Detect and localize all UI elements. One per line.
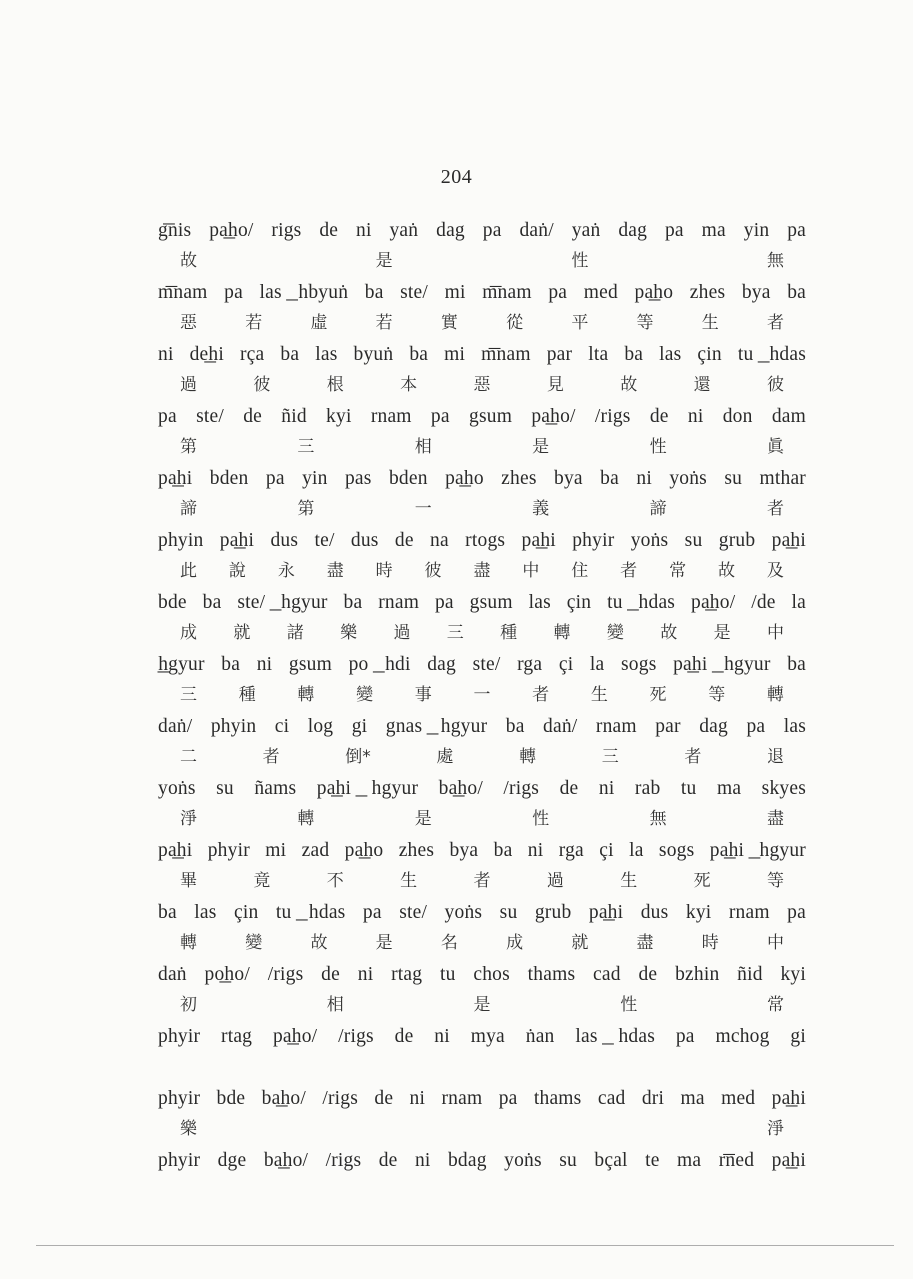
chinese-glyph: 初: [180, 995, 197, 1015]
chinese-glyph: 惡: [180, 313, 197, 333]
line-group: [158, 960, 806, 1022]
chinese-glyph: 此: [180, 561, 197, 581]
line-group: [158, 1146, 806, 1208]
chinese-glyph: 轉: [519, 747, 537, 767]
chinese-glyph: 生: [400, 871, 418, 891]
chinese-glyph: 本: [400, 375, 418, 395]
chinese-glyph: 盡: [766, 809, 784, 829]
chinese-glyph: 者: [473, 871, 491, 891]
chinese-glyph: 性: [620, 995, 638, 1015]
line-group: [158, 588, 806, 650]
chinese-gloss-line: [158, 432, 806, 462]
chinese-glyph: 根: [326, 375, 344, 395]
tibetan-line: ba las çin tu ͟hdas pa ste/ yoṅs su grub pa͟hi dus kyi rnam pa: [158, 902, 806, 923]
chinese-glyph: 中: [522, 561, 540, 581]
chinese-gloss-line: [158, 1176, 806, 1206]
chinese-glyph: 彼: [424, 561, 442, 581]
chinese-glyph: 故: [180, 251, 197, 271]
chinese-gloss-line: [158, 990, 806, 1020]
chinese-glyph: 永: [277, 561, 295, 581]
chinese-glyph: 無: [649, 809, 667, 829]
chinese-glyph: 成: [180, 623, 197, 643]
chinese-glyph: 是: [375, 933, 393, 953]
chinese-glyph: 三: [297, 437, 315, 457]
chinese-glyph: 轉: [553, 623, 571, 643]
chinese-glyph: 等: [636, 313, 654, 333]
chinese-glyph: 是: [532, 437, 550, 457]
chinese-gloss-line: [158, 804, 806, 834]
chinese-glyph: 變: [356, 685, 374, 705]
chinese-glyph: 生: [590, 685, 608, 705]
chinese-glyph: 諸: [286, 623, 304, 643]
chinese-glyph: 事: [414, 685, 432, 705]
chinese-glyph: 中: [766, 623, 784, 643]
chinese-glyph: 一: [414, 499, 432, 519]
chinese-glyph: 成: [506, 933, 524, 953]
chinese-gloss-line: [158, 494, 806, 524]
tibetan-line: phyir bde ba͟ho/ /rigs de ni rnam pa thams cad dri ma med pa͟hi: [158, 1088, 806, 1109]
chinese-glyph: 者: [766, 313, 784, 333]
chinese-glyph: 淨: [180, 809, 197, 829]
chinese-gloss-line: [158, 742, 806, 772]
chinese-glyph: 生: [701, 313, 719, 333]
chinese-glyph: 相: [326, 995, 344, 1015]
line-group: [158, 464, 806, 526]
text-block: [158, 216, 806, 1208]
tibetan-line: yoṅs su ñams pa͟hi ͟hgyur ba͟ho/ /rigs de ni rab tu ma skyes: [158, 778, 806, 799]
chinese-glyph: 者: [620, 561, 638, 581]
chinese-glyph: 平: [571, 313, 589, 333]
chinese-glyph: 見: [546, 375, 564, 395]
tibetan-line: phyin pa͟hi dus te/ dus de na rtogs pa͟hi phyir yoṅs su grub pa͟hi: [158, 530, 806, 551]
chinese-glyph: 是: [473, 995, 491, 1015]
tibetan-line: bde ba ste/ ͟hgyur ba rnam pa gsum las çin tu ͟hdas pa͟ho/ /de la: [158, 592, 806, 613]
chinese-glyph: 若: [245, 313, 263, 333]
chinese-glyph: 變: [245, 933, 263, 953]
chinese-glyph: 死: [649, 685, 667, 705]
chinese-glyph: 等: [708, 685, 726, 705]
chinese-glyph: 相: [414, 437, 432, 457]
chinese-glyph: 說: [228, 561, 246, 581]
chinese-glyph: 畢: [180, 871, 197, 891]
line-group: [158, 898, 806, 960]
chinese-glyph: 彼: [767, 375, 784, 395]
chinese-glyph: 就: [571, 933, 589, 953]
chinese-glyph: 故: [660, 623, 678, 643]
chinese-glyph: 性: [571, 251, 589, 271]
chinese-glyph: 者: [684, 747, 702, 767]
bottom-rule: [36, 1245, 894, 1246]
chinese-glyph: 轉: [297, 809, 315, 829]
line-group: [158, 278, 806, 340]
line-group: [158, 712, 806, 774]
chinese-glyph: 盡: [473, 561, 491, 581]
chinese-glyph: 過: [546, 871, 564, 891]
chinese-glyph: 轉: [297, 685, 315, 705]
chinese-glyph: 實: [440, 313, 458, 333]
chinese-glyph: 是: [713, 623, 731, 643]
chinese-glyph: 二: [180, 747, 197, 767]
chinese-glyph: 時: [375, 561, 393, 581]
chinese-glyph: 性: [649, 437, 667, 457]
chinese-gloss-line: [158, 246, 806, 276]
line-group: [158, 340, 806, 402]
chinese-glyph: 還: [693, 375, 711, 395]
chinese-glyph: 無: [766, 251, 784, 271]
line-group: [158, 1084, 806, 1146]
chinese-glyph: 者: [532, 685, 550, 705]
chinese-glyph: 三: [601, 747, 619, 767]
chinese-glyph: 住: [571, 561, 589, 581]
tibetan-line: pa͟hi bden pa yin pas bden pa͟ho zhes bya ba ni yoṅs su mthar: [158, 468, 806, 489]
chinese-glyph: 淨: [767, 1119, 784, 1139]
chinese-glyph: 諦: [180, 499, 197, 519]
page-number: 204: [440, 166, 473, 188]
chinese-glyph: 諦: [649, 499, 667, 519]
chinese-glyph: 是: [414, 809, 432, 829]
chinese-glyph: 過: [180, 375, 197, 395]
chinese-glyph: 若: [375, 313, 393, 333]
chinese-glyph: 名: [440, 933, 458, 953]
chinese-glyph: 種: [500, 623, 518, 643]
chinese-glyph: 三: [180, 685, 197, 705]
tibetan-line: ni de͟hi rça ba las byuṅ ba mi m͞nam par lta ba las çin tu ͟hdas: [158, 344, 806, 365]
chinese-glyph: 退: [766, 747, 784, 767]
chinese-glyph: 虛: [310, 313, 328, 333]
chinese-glyph: 者: [766, 499, 784, 519]
chinese-glyph: 種: [238, 685, 256, 705]
chinese-gloss-line: [158, 866, 806, 896]
chinese-glyph: 處: [436, 747, 454, 767]
chinese-glyph: 常: [669, 561, 687, 581]
tibetan-line: daṅ po͟ho/ /rigs de ni rtag tu chos thams cad de bzhin ñid kyi: [158, 964, 806, 985]
chinese-glyph: 竟: [253, 871, 271, 891]
tibetan-line: pa͟hi phyir mi zad pa͟ho zhes bya ba ni rga çi la sogs pa͟hi ͟hgyur: [158, 840, 806, 861]
chinese-glyph: 等: [767, 871, 784, 891]
chinese-glyph: 及: [766, 561, 784, 581]
chinese-glyph: 第: [297, 499, 315, 519]
chinese-glyph: 故: [620, 375, 638, 395]
chinese-gloss-line: [158, 556, 806, 586]
chinese-glyph: 變: [606, 623, 624, 643]
line-group: [158, 650, 806, 712]
chinese-glyph: 三: [446, 623, 464, 643]
chinese-glyph: 性: [532, 809, 550, 829]
chinese-glyph: 中: [766, 933, 784, 953]
tibetan-line: pa ste/ de ñid kyi rnam pa gsum pa͟ho/ /rigs de ni don dam: [158, 406, 806, 427]
chinese-gloss-line: [158, 618, 806, 648]
chinese-glyph: 盡: [326, 561, 344, 581]
chinese-glyph: 者: [262, 747, 280, 767]
chinese-gloss-line: [158, 680, 806, 710]
chinese-glyph: 故: [717, 561, 735, 581]
tibetan-line: phyir dge ba͟ho/ /rigs de ni bdag yoṅs su bçal te ma r͞ned pa͟hi: [158, 1150, 806, 1171]
line-group: [158, 402, 806, 464]
chinese-glyph: 倒*: [345, 747, 371, 767]
chinese-glyph: 不: [326, 871, 344, 891]
chinese-glyph: 過: [393, 623, 411, 643]
line-group: [158, 774, 806, 836]
chinese-glyph: 時: [701, 933, 719, 953]
chinese-glyph: 樂: [180, 1119, 197, 1139]
chinese-glyph: 死: [693, 871, 711, 891]
chinese-glyph: 就: [233, 623, 251, 643]
chinese-glyph: 轉: [766, 685, 784, 705]
tibetan-line: ͟hgyur ba ni gsum po ͟hdi dag ste/ rga çi la sogs pa͟hi ͟hgyur ba: [158, 654, 806, 675]
chinese-glyph: 一: [473, 685, 491, 705]
chinese-gloss-line: [158, 370, 806, 400]
chinese-glyph: 轉: [180, 933, 197, 953]
tibetan-line: m͞nam pa las ͟hbyuṅ ba ste/ mi m͞nam pa med pa͟ho zhes bya ba: [158, 282, 806, 303]
chinese-gloss-line: [158, 928, 806, 958]
chinese-glyph: 生: [620, 871, 638, 891]
chinese-glyph: 常: [767, 995, 784, 1015]
chinese-glyph: 從: [506, 313, 524, 333]
line-group: [158, 526, 806, 588]
chinese-glyph: 故: [310, 933, 328, 953]
tibetan-line: phyir rtag pa͟ho/ /rigs de ni mya ṅan las ͟hdas pa mchog gi: [158, 1026, 806, 1047]
chinese-gloss-line: [158, 1052, 806, 1082]
line-group: [158, 1022, 806, 1084]
chinese-glyph: 彼: [253, 375, 271, 395]
chinese-gloss-line: [158, 308, 806, 338]
tibetan-line: g͞nis pa͟ho/ rigs de ni yaṅ dag pa daṅ/ yaṅ dag pa ma yin pa: [158, 220, 806, 241]
chinese-glyph: 義: [532, 499, 550, 519]
tibetan-line: daṅ/ phyin ci log gi gnas ͟hgyur ba daṅ/ rnam par dag pa las: [158, 716, 806, 737]
chinese-glyph: 眞: [766, 437, 784, 457]
chinese-glyph: 是: [375, 251, 393, 271]
chinese-glyph: 惡: [473, 375, 491, 395]
chinese-gloss-line: [158, 1114, 806, 1144]
chinese-glyph: 樂: [340, 623, 358, 643]
chinese-glyph: 盡: [636, 933, 654, 953]
line-group: [158, 216, 806, 278]
line-group: [158, 836, 806, 898]
chinese-glyph: 第: [180, 437, 197, 457]
